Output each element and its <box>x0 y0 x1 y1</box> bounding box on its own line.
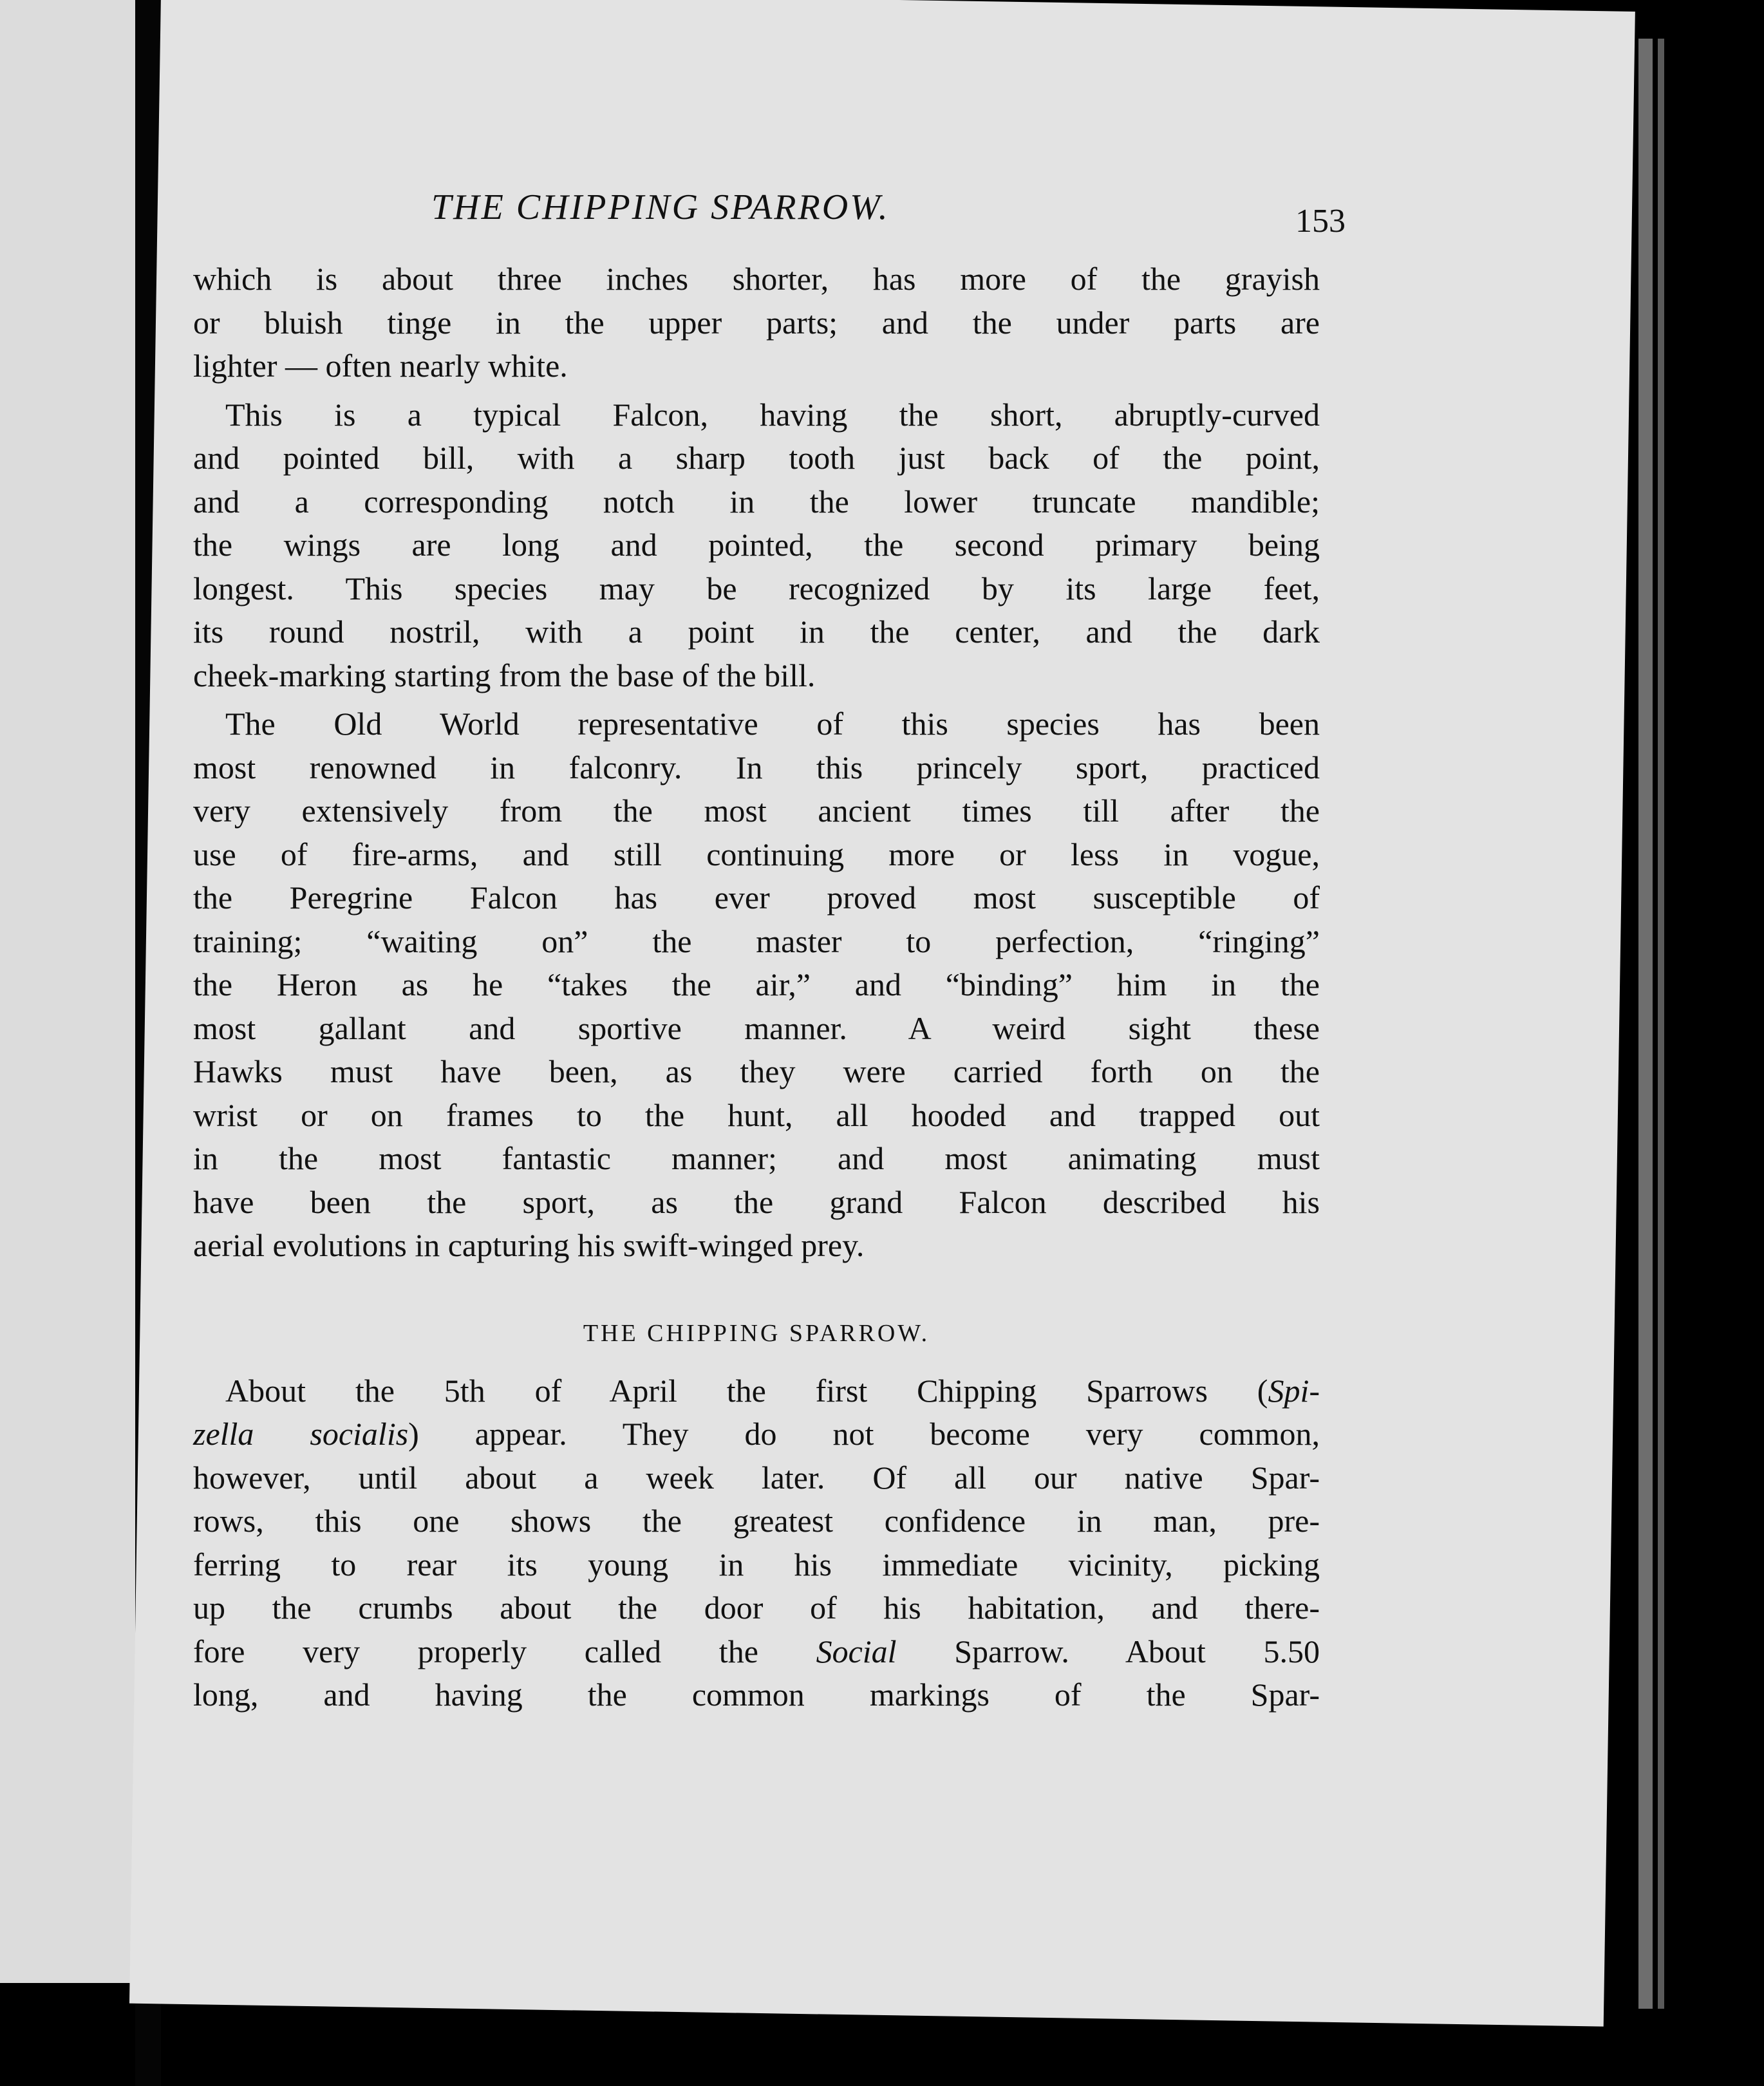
text-line: up the crumbs about the door of his habitation, and there- <box>193 1590 1320 1626</box>
text-line: however, until about a week later. Of all our native Spar- <box>193 1459 1320 1496</box>
text-line: its round nostril, with a point in the center, and the dark <box>193 614 1320 650</box>
text-segment: About the 5th of April the first Chipping Sparrows ( <box>225 1372 1268 1409</box>
text-line: have been the sport, as the grand Falcon described his <box>193 1183 1320 1220</box>
text-line <box>193 1369 1320 1413</box>
text-line <box>193 1413 1320 1456</box>
text-line: most renowned in falconry. In this princely sport, practiced <box>193 749 1320 785</box>
text-line <box>193 1630 1320 1674</box>
text-line: or bluish tinge in the upper parts; and the under parts are <box>193 304 1320 341</box>
text-line: long, and having the common markings of the Spar- <box>193 1677 1320 1713</box>
page-number: 153 <box>1295 203 1346 240</box>
text-line: most gallant and sportive manner. A weird sight these <box>193 1010 1320 1046</box>
text-line: use of fire-arms, and still continuing more or less in vogue, <box>193 836 1320 872</box>
text-line: wrist or on frames to the hunt, all hooded and trapped out <box>193 1096 1320 1133</box>
text-line: lighter — often nearly white. <box>193 348 568 384</box>
text-segment: ) appear. They do not become very common, <box>408 1416 1320 1452</box>
text-line: the wings are long and pointed, the second primary being <box>193 527 1320 563</box>
paragraph-chipping-sparrow <box>193 1369 1320 1717</box>
page-content <box>193 187 1346 1722</box>
text-line: The Old World representative of this species has been <box>225 706 1320 742</box>
text-line: which is about three inches shorter, has more of the grayish <box>193 261 1320 297</box>
text-line: longest. This species may be recognized by its large feet, <box>193 570 1320 606</box>
text-line: Hawks must have been, as they were carried forth on the <box>193 1053 1320 1089</box>
text-line: and a corresponding notch in the lower truncate mandible; <box>193 483 1320 520</box>
facing-page-edge <box>0 0 135 1983</box>
text-line: ferring to rear its young in his immediate vicinity, picking <box>193 1546 1320 1583</box>
italic-segment: zella socialis <box>193 1416 409 1452</box>
paragraph-falcon-description <box>193 393 1320 698</box>
italic-segment: Spi- <box>1268 1372 1320 1409</box>
paragraph-continued <box>193 258 1320 388</box>
text-line: aerial evolutions in capturing his swift-winged prey. <box>193 1227 865 1263</box>
text-line: the Peregrine Falcon has ever proved most susceptible of <box>193 879 1320 916</box>
text-line: This is a typical Falcon, having the short, abruptly-curved <box>225 396 1320 433</box>
text-line: in the most fantastic manner; and most animating must <box>193 1140 1320 1176</box>
italic-segment: Social <box>816 1633 897 1669</box>
text-line: and pointed bill, with a sharp tooth just back of the point, <box>193 440 1320 476</box>
text-line: the Heron as he “takes the air,” and “binding” him in the <box>193 966 1320 1002</box>
text-segment: Sparrow. About 5.50 <box>896 1633 1320 1669</box>
page-stack-edge-inner <box>1658 39 1664 2009</box>
text-line: rows, this one shows the greatest confidence in man, pre- <box>193 1503 1320 1539</box>
text-line: training; “waiting on” the master to perfection, “ringing” <box>193 923 1320 959</box>
paragraph-falconry <box>193 702 1320 1268</box>
page-stack-edge <box>1638 39 1653 2009</box>
running-head <box>193 187 1346 258</box>
text-line: cheek-marking starting from the base of the bill. <box>193 657 816 693</box>
text-line: very extensively from the most ancient times till after the <box>193 793 1320 829</box>
text-segment: fore very properly called the <box>193 1633 816 1669</box>
section-heading: THE CHIPPING SPARROW. <box>583 1319 930 1347</box>
running-title: THE CHIPPING SPARROW. <box>431 187 890 227</box>
